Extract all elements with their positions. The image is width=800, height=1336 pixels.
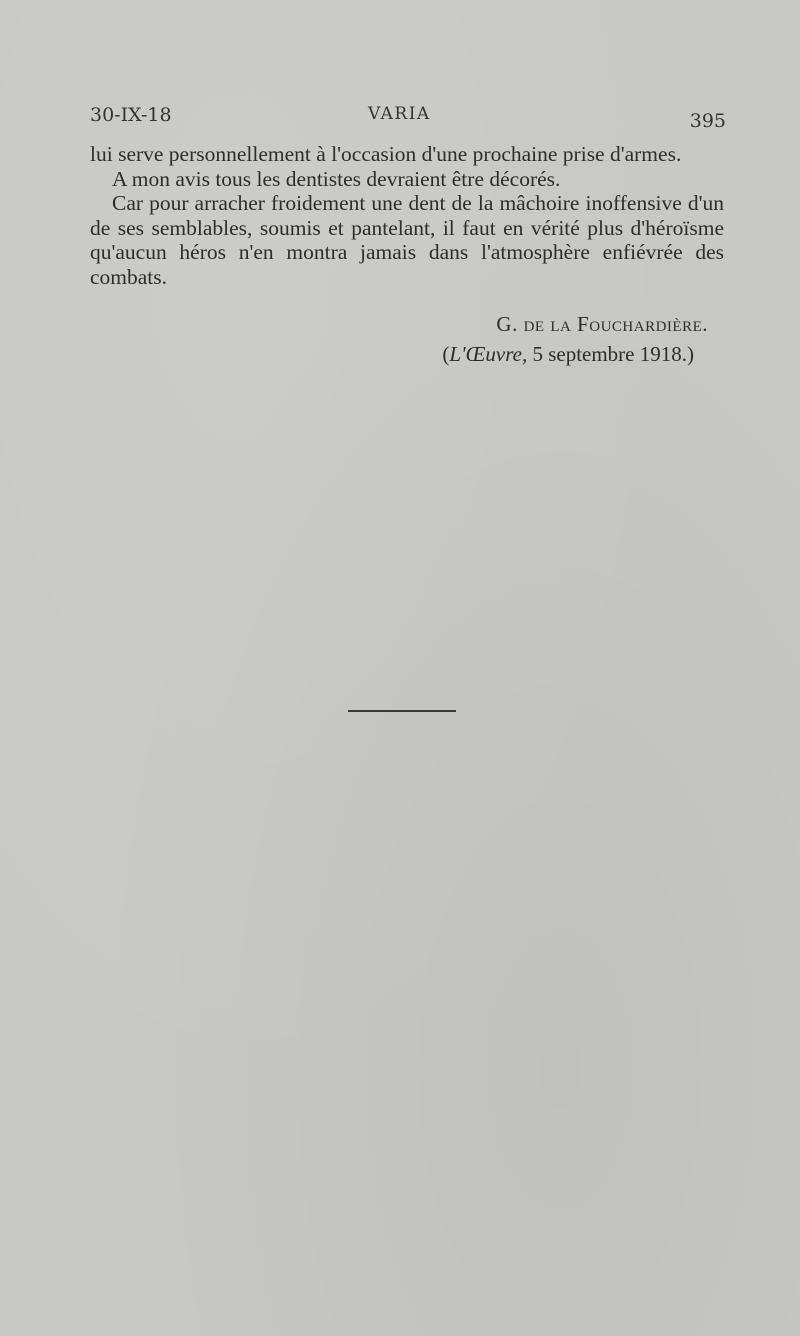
author-name: G. de la Fouchardière.: [496, 312, 708, 336]
section-end-rule: [348, 710, 456, 712]
header-date: 30-IX-18: [90, 104, 172, 126]
source-open-paren: (: [442, 342, 450, 366]
page-number: 395: [689, 110, 726, 132]
paragraph-heroism: Car pour arracher froidement une dent de la mâchoire inoffensive d'un de ses semblables, soumis et pantelant, il faut en vérité plus d'héroïsme qu'aucun héros n'en montra jamais dans l'atmosphère enfiévrée des combats.: [90, 191, 724, 289]
header-section-title: VARIA: [368, 104, 431, 124]
source-citation: [90, 342, 724, 366]
source-date: 5 septembre 1918.): [527, 342, 694, 366]
source-title: L'Œuvre,: [449, 342, 528, 366]
paragraph-continuation: lui serve personnellement à l'occasion d'une prochaine prise d'armes.: [90, 142, 682, 166]
paragraph-dentists: A mon avis tous les dentistes devraient être décorés.: [112, 166, 561, 191]
signature-block: [90, 312, 724, 366]
running-header: [90, 104, 726, 134]
article-body: [90, 142, 724, 289]
